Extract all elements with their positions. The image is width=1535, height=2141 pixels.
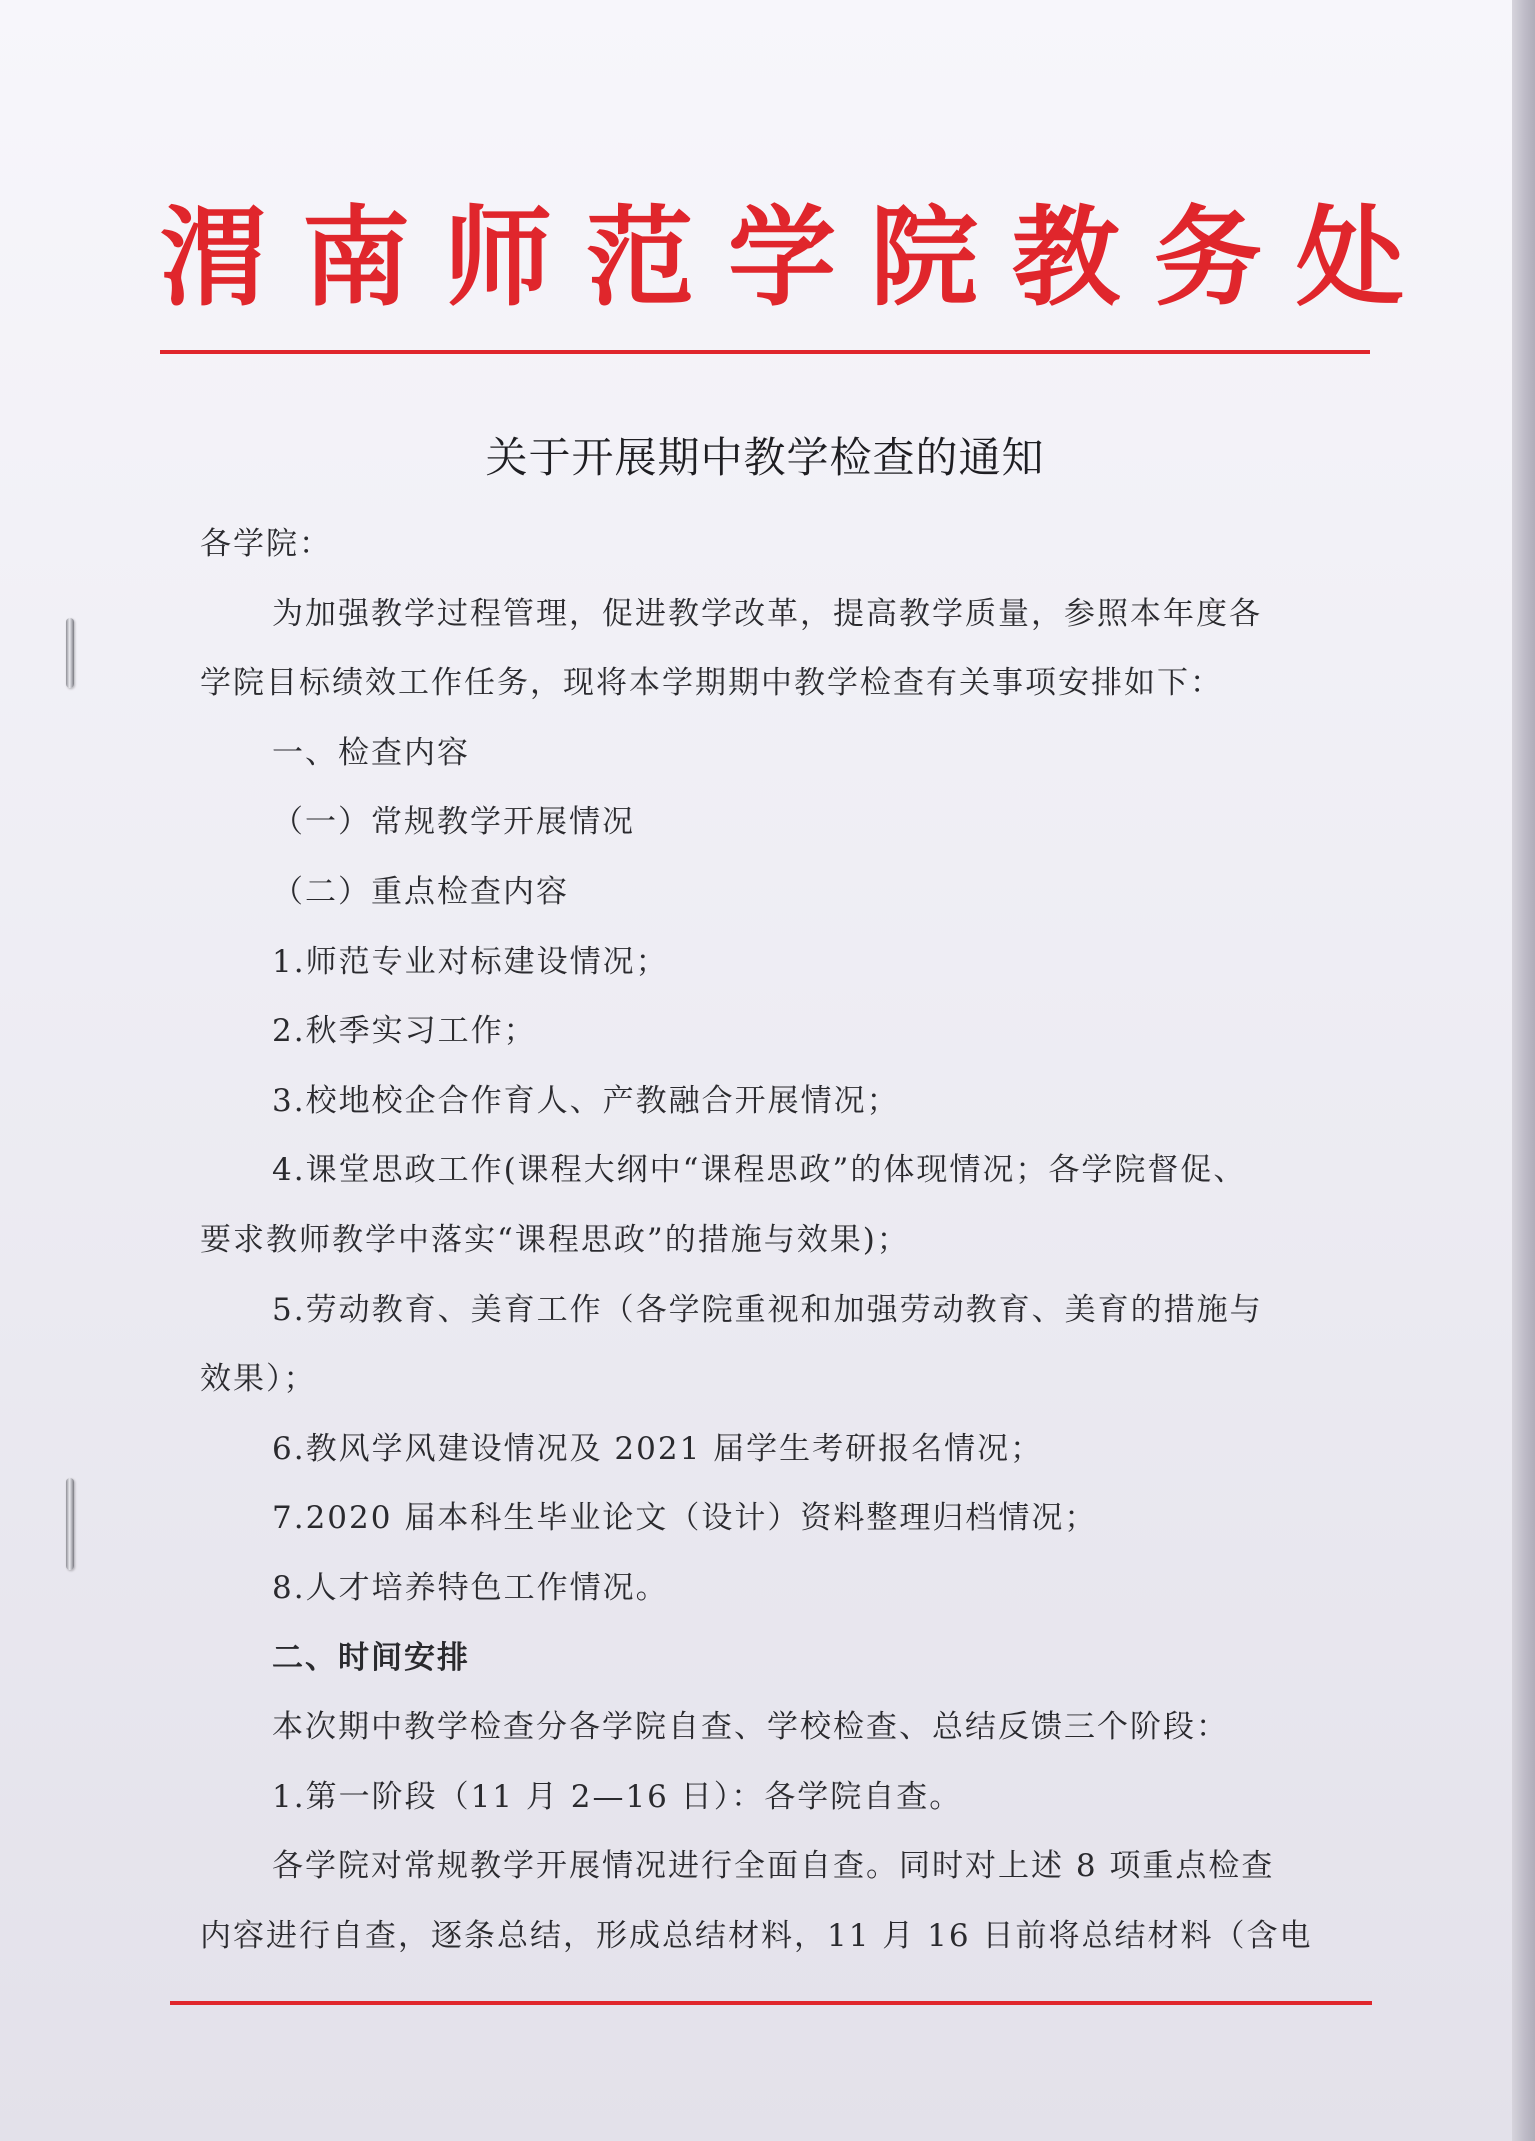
intro-line-2: 学院目标绩效工作任务，现将本学期期中教学检查有关事项安排如下： (200, 665, 1223, 702)
check-item-2: 2.秋季实习工作； (272, 1013, 537, 1050)
document-body (200, 510, 1350, 1971)
check-item-5-line-2: 效果）； (200, 1361, 317, 1398)
stage1-desc-line-1: 各学院对常规教学开展情况进行全面自查。同时对上述 8 项重点检查 (272, 1848, 1275, 1885)
check-item-1: 1.师范专业对标建设情况； (272, 943, 669, 980)
check-item-4-line-2: 要求教师教学中落实“课程思政”的措施与效果)； (200, 1221, 910, 1258)
section1-sub1: （一）常规教学开展情况 (272, 804, 635, 841)
stage1-desc-line-2: 内容进行自查，逐条总结，形成总结材料，11 月 16 日前将总结材料（含电 (200, 1917, 1313, 1954)
salutation: 各学院： (200, 526, 332, 562)
section2-intro: 本次期中教学检查分各学院自查、学校检查、总结反馈三个阶段： (272, 1709, 1229, 1746)
check-item-8: 8.人才培养特色工作情况。 (272, 1569, 669, 1606)
document-title: 关于开展期中教学检查的通知 (485, 433, 1045, 482)
footer-red-rule (170, 2001, 1372, 2005)
check-item-3: 3.校地校企合作育人、产教融合开展情况； (272, 1082, 900, 1119)
staple-bottom-icon (66, 1478, 74, 1570)
letterhead-red-rule (160, 350, 1370, 354)
letterhead-org-name: 渭南师范学院教务处 (160, 195, 1439, 321)
staple-top-icon (66, 618, 74, 688)
check-item-6: 6.教风学风建设情况及 2021 届学生考研报名情况； (272, 1430, 1044, 1467)
section1-sub2: （二）重点检查内容 (272, 873, 569, 910)
section2-heading: 二、时间安排 (272, 1639, 470, 1676)
check-item-4-line-1: 4.课堂思政工作(课程大纲中“课程思政”的体现情况；各学院督促、 (272, 1152, 1247, 1189)
stage1-title: 1.第一阶段（11 月 2—16 日）：各学院自查。 (272, 1778, 963, 1815)
intro-line-1: 为加强教学过程管理，促进教学改革，提高教学质量，参照本年度各 (272, 595, 1262, 632)
check-item-7: 7.2020 届本科生毕业论文（设计）资料整理归档情况； (272, 1500, 1098, 1537)
section1-heading: 一、检查内容 (272, 734, 470, 771)
underlying-page-edge (1512, 0, 1535, 2141)
check-item-5-line-1: 5.劳动教育、美育工作（各学院重视和加强劳动教育、美育的措施与 (272, 1291, 1263, 1328)
